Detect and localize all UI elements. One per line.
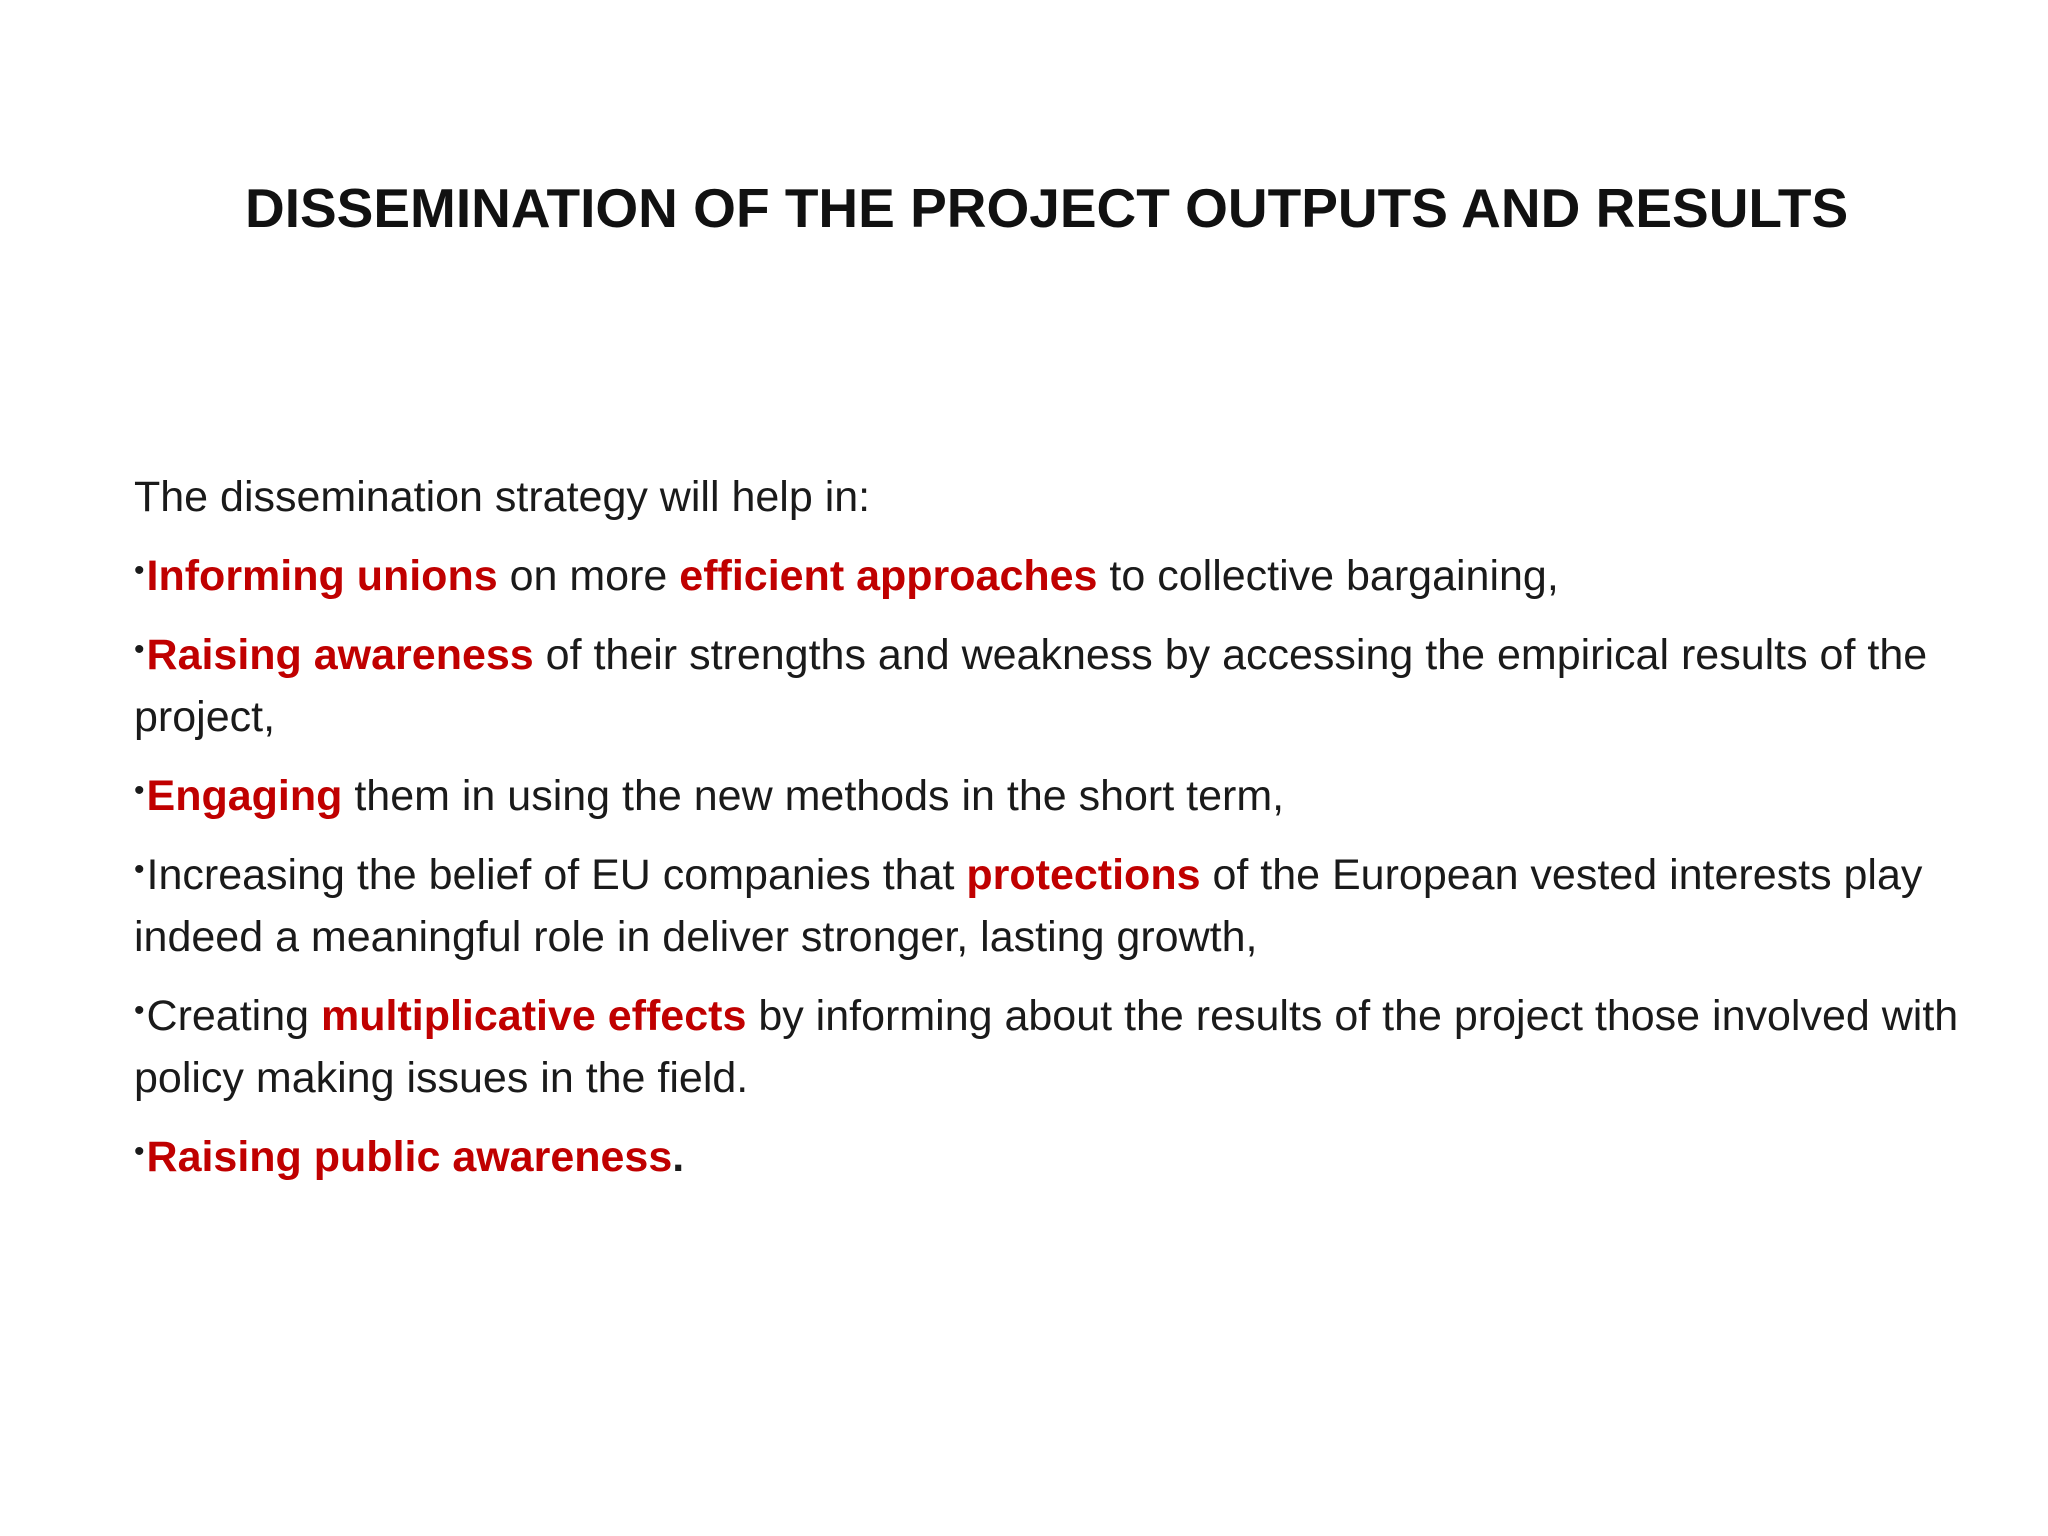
bullet-icon: • (134, 853, 145, 886)
bullet-icon: • (134, 994, 145, 1027)
highlight-text: efficient approaches (679, 552, 1098, 600)
bullet-text: Increasing the belief of EU companies that (146, 851, 967, 899)
bullet-item (134, 760, 1964, 827)
bullet-text: by informing about the results of the project those involved with policy making issues in the field. (134, 992, 1959, 1102)
bullet-text: them in using the new methods in the short term, (342, 772, 1285, 820)
highlight-text: Raising awareness (146, 631, 534, 679)
slide-title: DISSEMINATION OF THE PROJECT OUTPUTS AND RESULTS (245, 177, 1849, 239)
bullet-text: . (672, 1133, 685, 1181)
bullet-icon: • (134, 1135, 145, 1168)
bullet-text: Creating (146, 992, 321, 1040)
bullet-text: of the European vested interests play indeed a meaningful role in deliver stronger, lasting growth, (134, 851, 1923, 961)
bullet-item (134, 540, 1964, 607)
highlight-text: protections (966, 851, 1201, 899)
bullet-icon: • (134, 774, 145, 807)
highlight-text: multiplicative effects (321, 992, 747, 1040)
bullet-text: on more (497, 552, 680, 600)
bullet-icon: • (134, 633, 145, 666)
highlight-text: Informing unions (146, 552, 498, 600)
bullet-icon: • (134, 554, 145, 587)
highlight-text: Raising public awareness (146, 1133, 673, 1181)
bullet-item (134, 980, 1964, 1109)
slide-body (134, 466, 1964, 1200)
bullet-item (134, 1121, 1964, 1188)
bullet-text: to collective bargaining, (1097, 552, 1559, 600)
bullet-item (134, 619, 1964, 748)
bullet-text: of their strengths and weakness by accessing the empirical results of the project, (134, 631, 1928, 741)
highlight-text: Engaging (146, 772, 343, 820)
bullet-item (134, 839, 1964, 968)
intro-text: The dissemination strategy will help in: (134, 473, 871, 521)
